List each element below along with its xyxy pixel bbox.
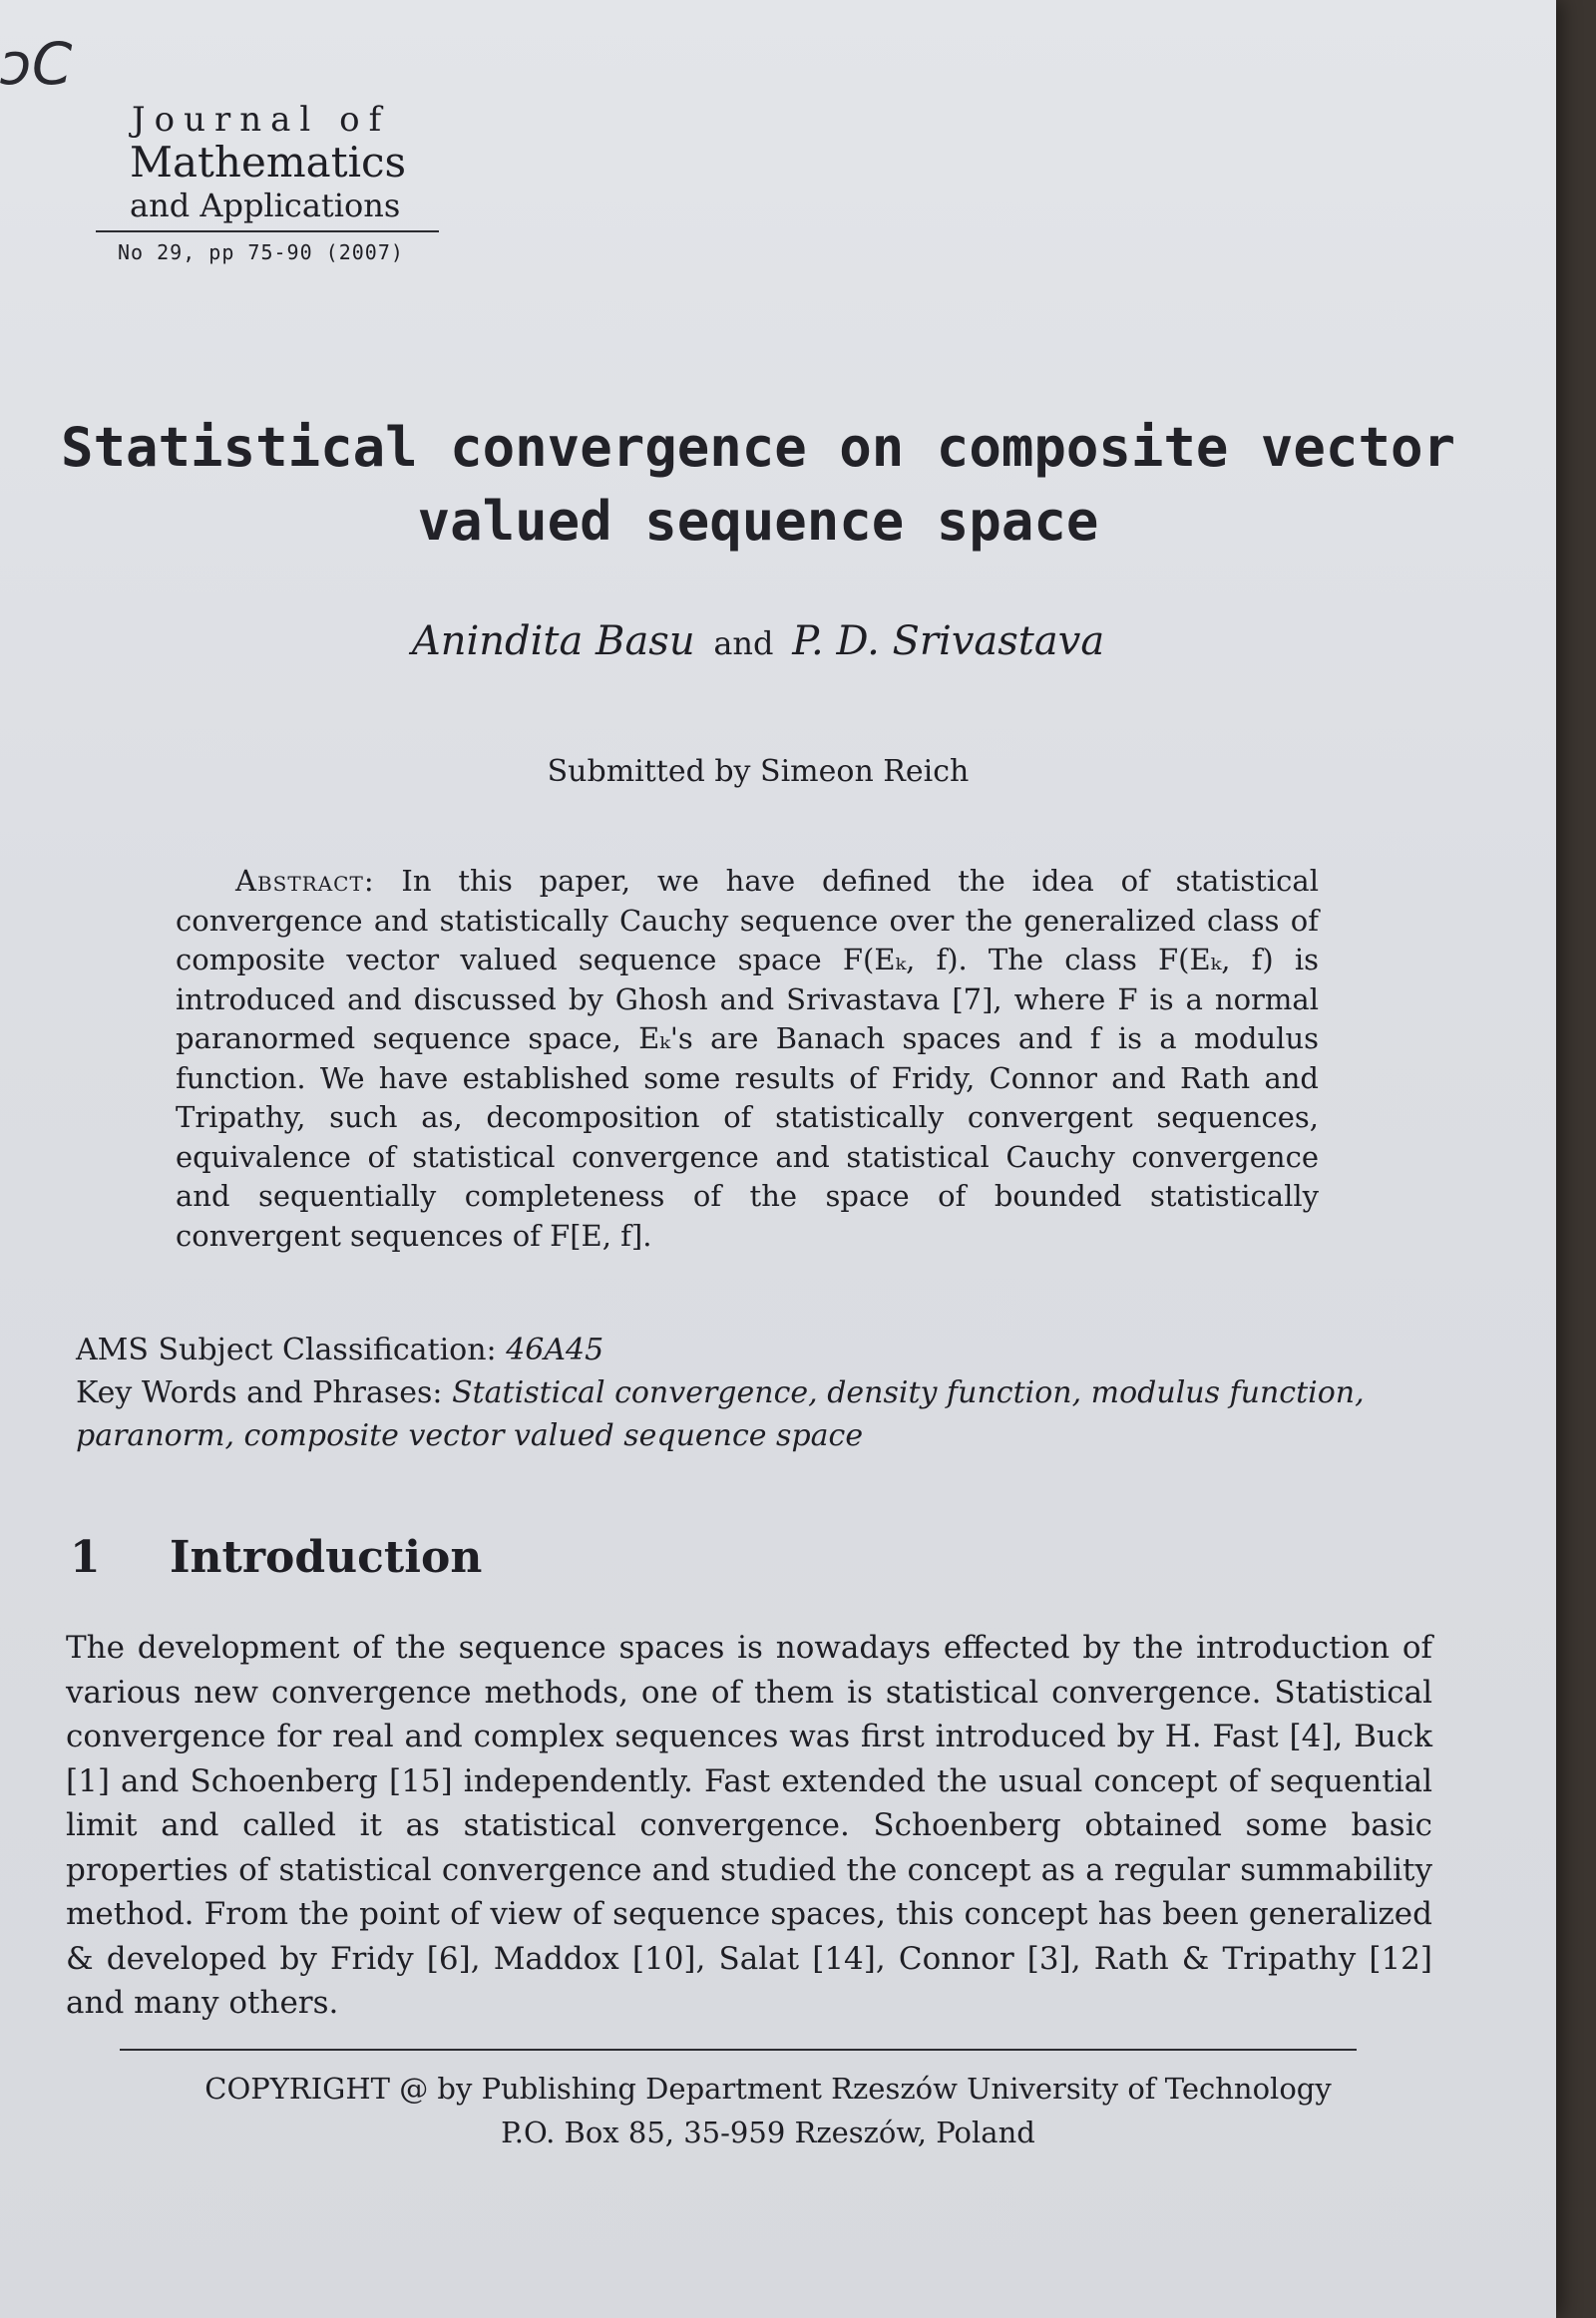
journal-line-1: Journal of bbox=[132, 100, 391, 140]
journal-header bbox=[96, 100, 439, 264]
journal-line-2: Mathematics bbox=[130, 138, 407, 187]
paper-metadata bbox=[76, 1329, 1412, 1457]
abstract bbox=[176, 862, 1319, 1256]
section-number: 1 bbox=[70, 1532, 101, 1583]
handwritten-margin-mark: ɔC bbox=[0, 30, 73, 98]
keywords-value: Statistical convergence, density function, modulus function, paranorm, composite vector valued sequence space bbox=[76, 1375, 1365, 1453]
ams-value: 46A45 bbox=[506, 1333, 604, 1367]
footer-rule bbox=[120, 2049, 1357, 2051]
ams-label: AMS Subject Classification: bbox=[76, 1333, 497, 1367]
copyright-footer bbox=[100, 2067, 1436, 2154]
section-heading bbox=[70, 1532, 482, 1583]
ams-classification bbox=[76, 1329, 1412, 1371]
keywords bbox=[76, 1371, 1412, 1457]
author-conjunction: and bbox=[713, 624, 774, 662]
section-title: Introduction bbox=[169, 1532, 483, 1583]
journal-rule bbox=[96, 230, 439, 232]
authors bbox=[60, 618, 1456, 664]
author-1: Anindita Basu bbox=[411, 618, 695, 664]
abstract-label: Abstract: bbox=[235, 864, 375, 898]
keywords-label: Key Words and Phrases: bbox=[76, 1375, 443, 1410]
submitted-by: Submitted by Simeon Reich bbox=[547, 754, 970, 789]
introduction-paragraph: The development of the sequence spaces is nowadays effected by the introduction of various new convergence methods, one of them is statistical convergence. Statistical convergence for real and complex sequences was first introduced by H. Fast [4], Buck [1] and Schoenberg [15] independently. Fast extended the usual concept of sequential limit and called it as statistical convergence. Schoenberg obtained some basic properties of statistical convergence and studied the concept as a regular summability method. From the point of view of sequence spaces, this concept has been generalized & developed by Fridy [6], Maddox [10], Salat [14], Connor [3], Rath & Tripathy [12] and many others. bbox=[66, 1630, 1432, 2021]
abstract-text: In this paper, we have defined the idea of statistical convergence and statistically Cauchy sequence over the generalized class of composite vector valued sequence space F(Eₖ, f). The class F(Eₖ, f) is introduced and discussed by Ghosh and Srivastava [7], where F is a normal paranormed sequence space, Eₖ's are Banach spaces and f is a modulus function. We have established some results of Fridy, Connor and Rath and Tripathy, such as, decomposition of statistically convergent sequences, equivalence of statistical convergence and statistical Cauchy convergence and sequentially completeness of the space of bounded statistically convergent sequences of F[E, f]. bbox=[176, 864, 1319, 1253]
author-2: P. D. Srivastava bbox=[792, 618, 1105, 664]
copyright-line-1: COPYRIGHT @ by Publishing Department Rzeszów University of Technology bbox=[204, 2072, 1332, 2106]
paper-title: Statistical convergence on composite vector valued sequence space bbox=[61, 416, 1455, 553]
journal-issue: No 29, pp 75-90 (2007) bbox=[118, 240, 404, 264]
journal-line-3: and Applications bbox=[130, 187, 401, 224]
copyright-line-2: P.O. Box 85, 35-959 Rzeszów, Poland bbox=[501, 2116, 1035, 2149]
